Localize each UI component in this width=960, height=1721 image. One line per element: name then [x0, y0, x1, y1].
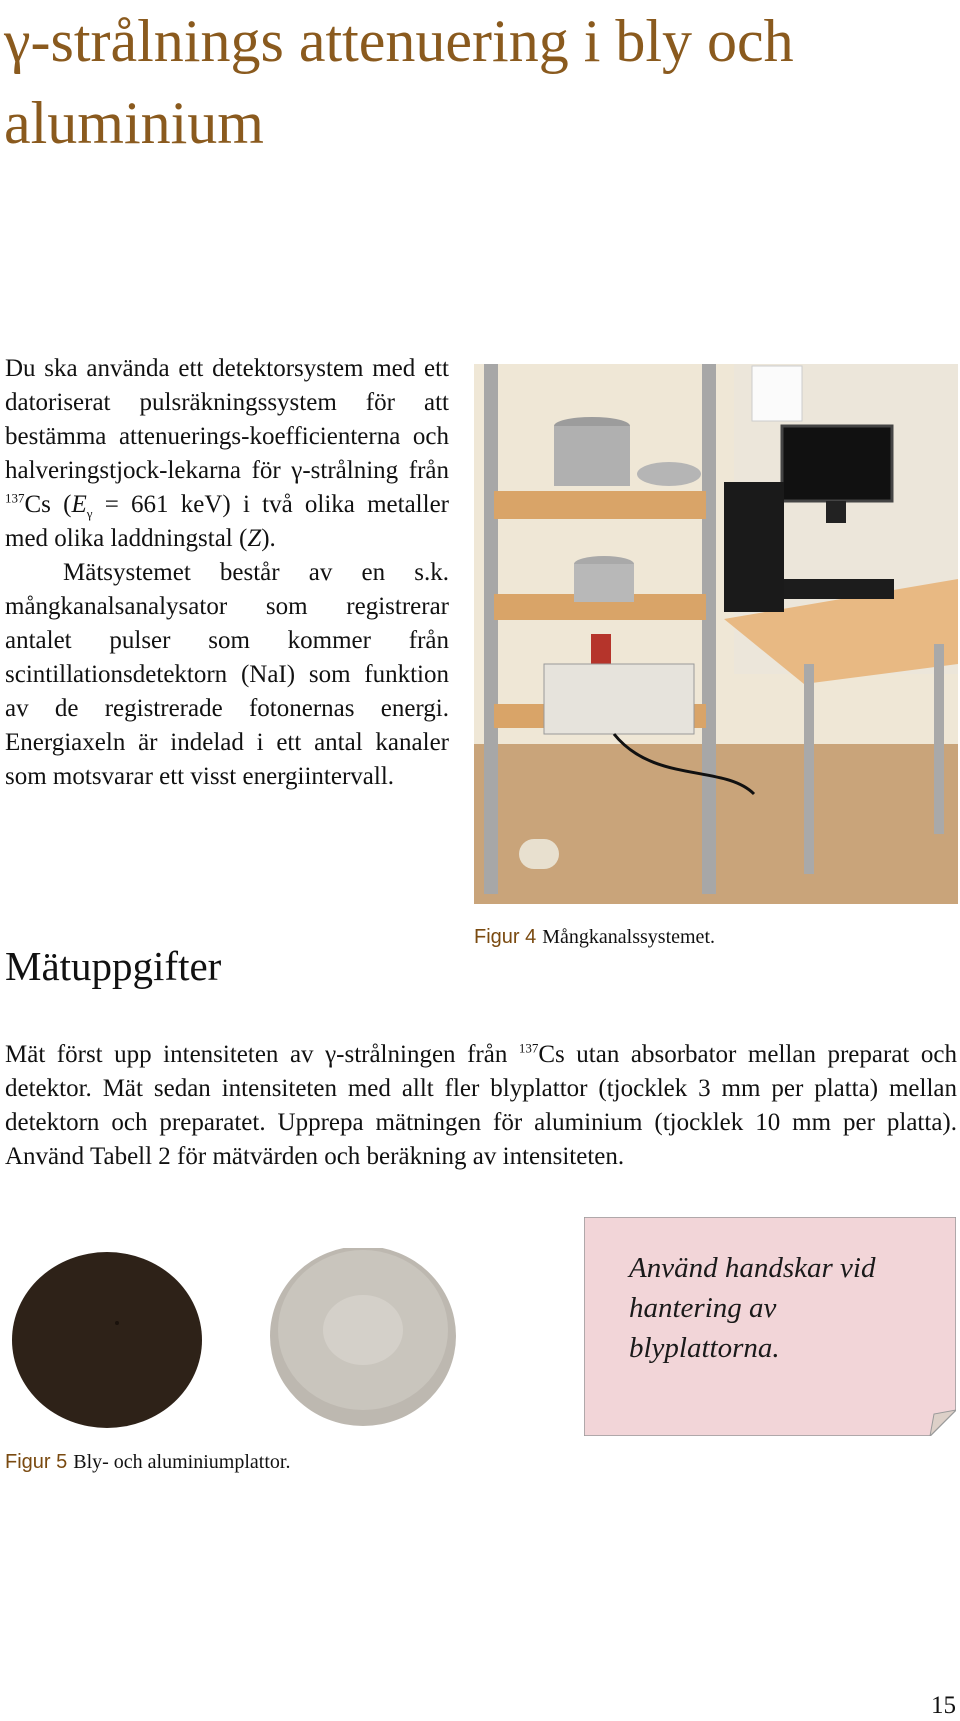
- intro-paragraph-2: Mätsystemet består av en s.k. mångkanalsanalysator som registrerar antalet pulser som kommer från scintillationsdetektorn (NaI) som funktion av de registrerade fotonernas energi. Energiaxeln är indelad i ett antal kanaler som motsvarar ett visst energiintervall.: [5, 559, 449, 790]
- section-heading: Mätuppgifter: [5, 943, 222, 989]
- figure-4-label: Figur 4: [474, 926, 537, 948]
- figure-5-label: Figur 5: [5, 1451, 68, 1473]
- intro-paragraph-1: Du ska använda ett detektorsystem med ett datoriserat pulsräkningssystem för att bestämma attenuerings-koefficienterna och halveringstjock-lekarna för γ-strålning från $^{137}$Cs ($E_\gamma = 661$ keV) i två olika metaller med olika laddningstal (Z).: [5, 355, 449, 552]
- figure-5-caption-text: Bly- och aluminiumplattor.: [73, 1451, 291, 1473]
- safety-note-text: Använd handskar vid hantering av blyplattorna.: [629, 1252, 876, 1364]
- figure-4-photo: [474, 364, 958, 904]
- task-paragraph: Mät först upp intensiteten av γ-strålningen från $^{137}$Cs utan absorbator mellan preparat och detektor. Mät sedan intensiteten med allt fler blyplattor (tjocklek 3 mm per platta) mellan detektorn och preparatet. Upprepa mätningen för aluminium (tjocklek 10 mm per platta). Använd Tabell 2 för mätvärden och beräkning av intensiteten.: [5, 1040, 957, 1170]
- figure-5-plates-photo: [5, 1248, 465, 1433]
- intro-text: [5, 352, 449, 794]
- figure-4-caption-text: Mångkanalssystemet.: [542, 926, 715, 948]
- page-number: 15: [931, 1692, 956, 1719]
- lab-setup-illustration: [474, 364, 958, 904]
- figure-4-caption: [474, 925, 715, 949]
- page-title: γ-strålnings attenuering i bly och aluminium: [4, 8, 794, 156]
- figure-5-caption: [5, 1450, 290, 1474]
